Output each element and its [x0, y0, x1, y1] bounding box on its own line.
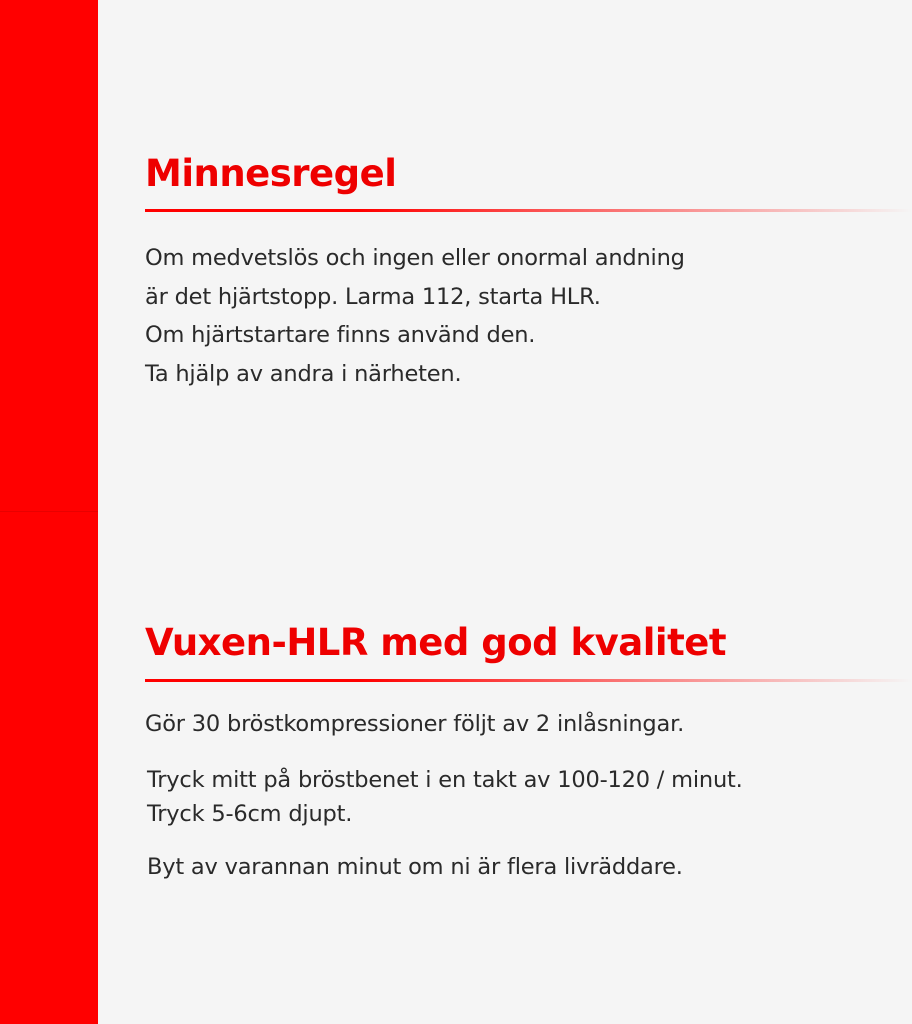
section-title: Minnesregel	[145, 152, 397, 195]
section-title: Vuxen-HLR med god kvalitet	[145, 621, 727, 664]
title-underline	[145, 679, 912, 682]
body-line: är det hjärtstopp. Larma 112, starta HLR.	[145, 283, 601, 310]
body-line: Ta hjälp av andra i närheten.	[145, 361, 462, 388]
red-side-bar	[0, 0, 98, 1024]
paragraph-rotation	[147, 850, 683, 884]
body-line: Byt av varannan minut om ni är flera livräddare.	[147, 854, 683, 880]
body-line: Gör 30 bröstkompressioner följt av 2 inlåsningar.	[145, 711, 685, 737]
paragraph-technique	[147, 763, 743, 831]
paragraph-compressions	[145, 707, 684, 741]
side-bar-divider	[0, 511, 98, 512]
section-minnesregel	[145, 148, 912, 388]
body-line: Tryck mitt på bröstbenet i en takt av 100-120 / minut.	[147, 767, 743, 793]
body-line: Om medvetslös och ingen eller onormal andning	[145, 245, 685, 271]
section-body	[145, 239, 685, 394]
body-line: Tryck 5-6cm djupt.	[147, 801, 353, 827]
body-line: Om hjärtstartare finns använd den.	[145, 322, 536, 349]
title-underline	[145, 209, 912, 212]
section-vuxen-hlr	[145, 615, 912, 880]
